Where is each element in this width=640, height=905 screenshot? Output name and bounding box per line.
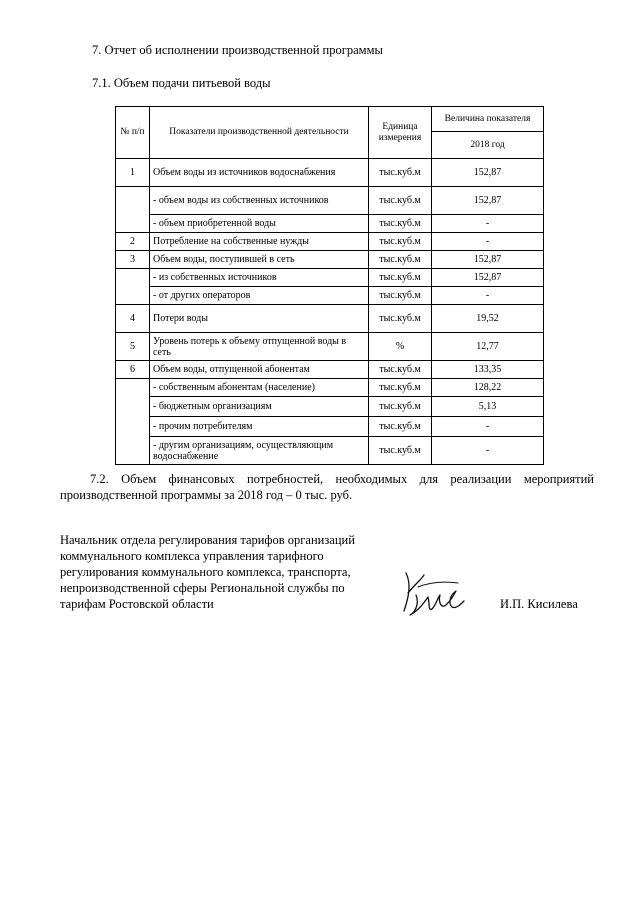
- row-value: 128,22: [432, 379, 544, 397]
- row-indicator: Объем воды, поступившей в сеть: [150, 251, 369, 269]
- row-indicator: - объем воды из собственных источников: [150, 187, 369, 215]
- header-year: 2018 год: [432, 132, 544, 159]
- header-indicator: Показатели производственной деятельности: [150, 107, 369, 159]
- table-header-row: [116, 107, 544, 132]
- row-value: 152,87: [432, 159, 544, 187]
- table-row: [116, 379, 544, 397]
- row-unit: тыс.куб.м: [369, 269, 432, 287]
- row-num: 6: [116, 361, 150, 379]
- row-unit: тыс.куб.м: [369, 187, 432, 215]
- row-value: 152,87: [432, 251, 544, 269]
- signatory-title-line: тарифам Ростовской области: [60, 597, 214, 611]
- row-num: 1: [116, 159, 150, 187]
- row-unit: %: [369, 333, 432, 361]
- row-num: [116, 269, 150, 305]
- row-unit: тыс.куб.м: [369, 287, 432, 305]
- row-indicator: - бюджетным организациям: [150, 397, 369, 417]
- row-num: [116, 187, 150, 233]
- row-num: 4: [116, 305, 150, 333]
- table-row: [116, 159, 544, 187]
- table-row: [116, 251, 544, 269]
- table-row: [116, 187, 544, 215]
- row-value: 5,13: [432, 397, 544, 417]
- row-value: 12,77: [432, 333, 544, 361]
- row-indicator: - от других операторов: [150, 287, 369, 305]
- table-row: [116, 397, 544, 417]
- row-unit: тыс.куб.м: [369, 251, 432, 269]
- table-row: [116, 437, 544, 465]
- water-supply-table: [115, 106, 544, 465]
- section-heading-7-1: 7.1. Объем подачи питьевой воды: [92, 76, 271, 90]
- row-unit: тыс.куб.м: [369, 397, 432, 417]
- table-row: [116, 417, 544, 437]
- row-unit: тыс.куб.м: [369, 417, 432, 437]
- signatory-name: И.П. Кисилева: [500, 597, 578, 611]
- header-unit: Единица измерения: [369, 107, 432, 159]
- handwritten-signature: [398, 565, 468, 620]
- row-indicator: Объем воды, отпущенной абонентам: [150, 361, 369, 379]
- signatory-title-line: регулирования коммунального комплекса, транспорта,: [60, 565, 351, 579]
- signatory-title-line: коммунального комплекса управления тарифного: [60, 549, 324, 563]
- table-row: [116, 361, 544, 379]
- row-value: -: [432, 215, 544, 233]
- table-row: [116, 287, 544, 305]
- row-unit: тыс.куб.м: [369, 305, 432, 333]
- table-row: [116, 333, 544, 361]
- signatory-title-line: непроизводственной сферы Региональной службы по: [60, 581, 345, 595]
- row-unit: тыс.куб.м: [369, 233, 432, 251]
- row-value: 19,52: [432, 305, 544, 333]
- row-num: 2: [116, 233, 150, 251]
- row-unit: тыс.куб.м: [369, 437, 432, 465]
- row-indicator: - собственным абонентам (население): [150, 379, 369, 397]
- row-unit: тыс.куб.м: [369, 361, 432, 379]
- row-num: [116, 379, 150, 465]
- row-unit: тыс.куб.м: [369, 379, 432, 397]
- row-unit: тыс.куб.м: [369, 215, 432, 233]
- row-unit: тыс.куб.м: [369, 159, 432, 187]
- header-num: № п/п: [116, 107, 150, 159]
- row-indicator: - прочим потребителям: [150, 417, 369, 437]
- row-value: -: [432, 233, 544, 251]
- section-heading-7: 7. Отчет об исполнении производственной программы: [92, 43, 383, 57]
- row-indicator: - из собственных источников: [150, 269, 369, 287]
- row-value: 152,87: [432, 187, 544, 215]
- header-value-group: Величина показателя: [432, 107, 544, 132]
- row-value: 133,35: [432, 361, 544, 379]
- row-indicator: Уровень потерь к объему отпущенной воды в сеть: [150, 333, 369, 361]
- row-num: 3: [116, 251, 150, 269]
- row-indicator: Объем воды из источников водоснабжения: [150, 159, 369, 187]
- row-value: -: [432, 287, 544, 305]
- row-value: -: [432, 437, 544, 465]
- row-indicator: - другим организациям, осуществляющим водоснабжение: [150, 437, 369, 465]
- row-indicator: Потребление на собственные нужды: [150, 233, 369, 251]
- row-indicator: Потери воды: [150, 305, 369, 333]
- signatory-title: [60, 532, 390, 612]
- row-value: 152,87: [432, 269, 544, 287]
- table-row: [116, 215, 544, 233]
- signatory-title-line: Начальник отдела регулирования тарифов организаций: [60, 533, 355, 547]
- row-value: -: [432, 417, 544, 437]
- table-row: [116, 233, 544, 251]
- table-row: [116, 269, 544, 287]
- row-num: 5: [116, 333, 150, 361]
- table-row: [116, 305, 544, 333]
- row-indicator: - объем приобретенной воды: [150, 215, 369, 233]
- financial-needs-paragraph: 7.2. Объем финансовых потребностей, необходимых для реализации мероприятий производственной программы за 2018 год – 0 тыс. руб.: [60, 472, 594, 502]
